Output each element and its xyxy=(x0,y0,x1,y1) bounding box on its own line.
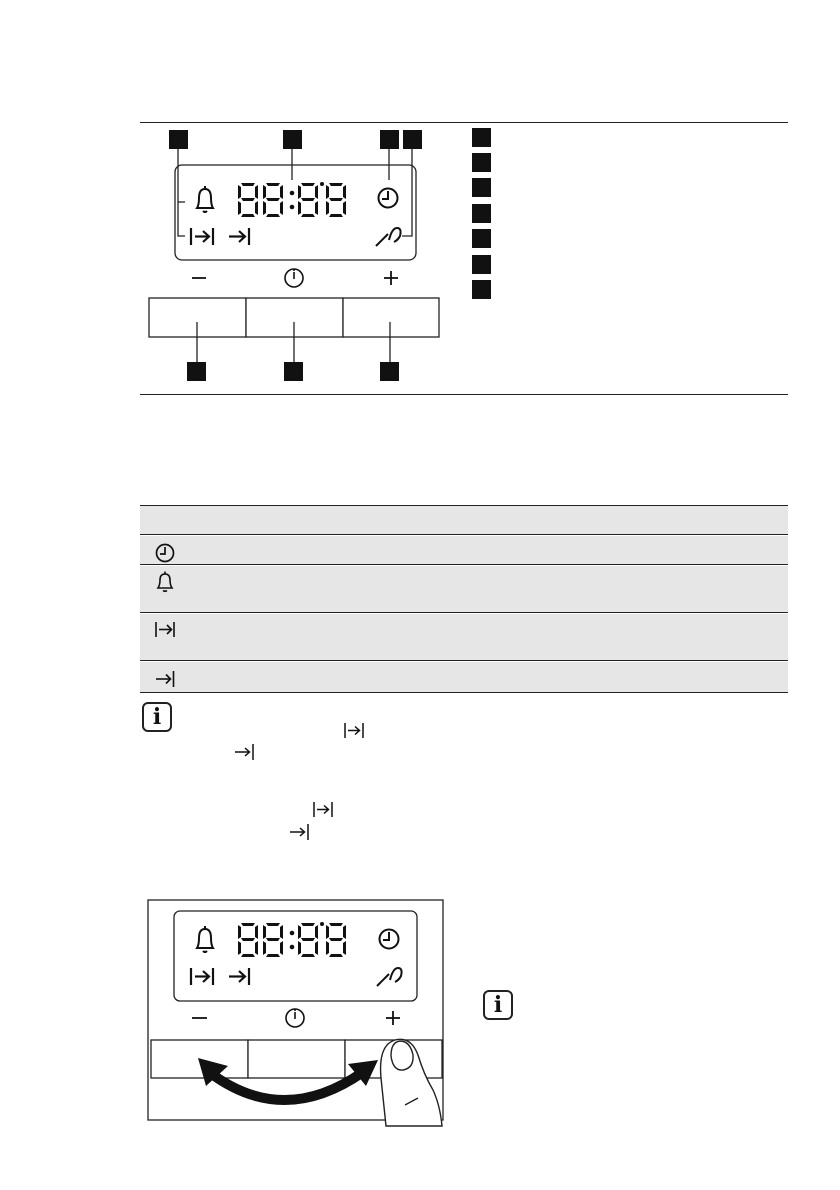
end-icon xyxy=(229,228,249,245)
duration-icon xyxy=(191,228,213,245)
bell-icon xyxy=(197,186,213,212)
callout-6 xyxy=(284,362,303,381)
duration-inline-icon-2 xyxy=(312,800,334,820)
callout-7 xyxy=(380,362,399,381)
callout-5 xyxy=(187,362,206,381)
clock-icon xyxy=(154,541,176,563)
table-row-bell xyxy=(140,566,788,613)
info-icon: i xyxy=(142,702,172,732)
table-row-end xyxy=(140,662,788,693)
display-digits xyxy=(238,182,346,217)
table-row-clock xyxy=(140,536,788,565)
duration-inline-icon xyxy=(343,721,365,741)
bell-icon xyxy=(154,571,176,593)
timer-symbol xyxy=(285,269,303,287)
bottom-info-icon: i xyxy=(483,990,513,1020)
end-inline-icon xyxy=(233,742,255,762)
display-frame xyxy=(175,165,416,260)
clock-icon xyxy=(379,189,398,208)
duration-icon xyxy=(154,619,176,641)
bottom-panel-illustration xyxy=(0,890,460,1130)
panel-diagram xyxy=(0,0,840,400)
end-icon xyxy=(154,667,176,689)
table-row-duration xyxy=(140,614,788,661)
end-inline-icon-2 xyxy=(288,822,310,842)
table-header-row xyxy=(140,506,788,535)
plus-button xyxy=(343,298,439,337)
probe-icon xyxy=(376,228,401,246)
plus-symbol xyxy=(384,271,398,285)
bottom-timer-button xyxy=(248,1040,345,1078)
